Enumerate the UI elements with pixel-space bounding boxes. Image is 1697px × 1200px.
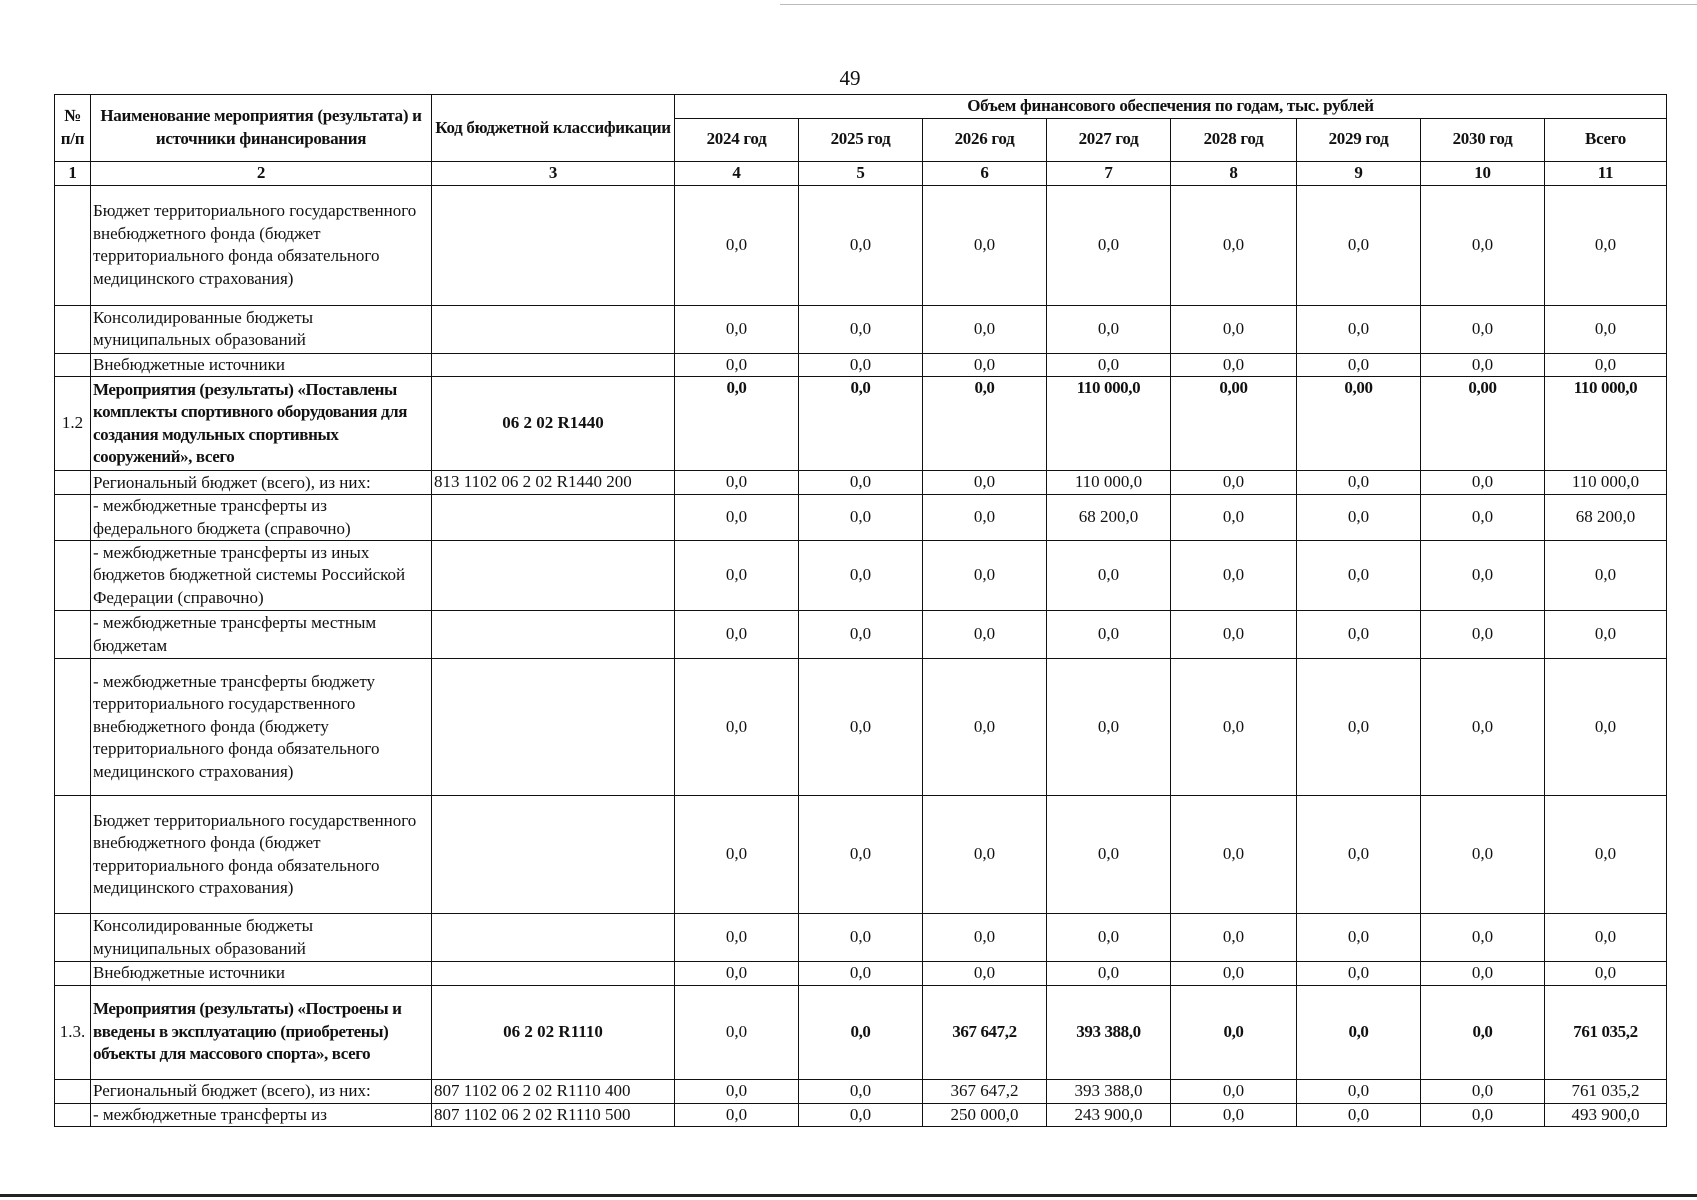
year-value: 110 000,0 [1047, 471, 1171, 495]
year-value: 0,0 [799, 541, 923, 611]
year-value: 0,0 [1421, 495, 1545, 541]
year-value: 0,0 [1171, 796, 1297, 914]
year-value: 0,0 [1171, 541, 1297, 611]
total-value: 761 035,2 [1545, 1079, 1667, 1103]
table-row [55, 305, 1667, 353]
year-value: 0,0 [799, 1079, 923, 1103]
year-value: 0,00 [1421, 377, 1545, 471]
year-value: 0,0 [1171, 659, 1297, 796]
header-year: 2028 год [1171, 118, 1297, 161]
row-index [55, 185, 91, 305]
budget-code [432, 796, 675, 914]
year-value: 0,0 [799, 962, 923, 986]
row-index [55, 611, 91, 659]
budget-code: 807 1102 06 2 02 R1110 500 [432, 1103, 675, 1127]
year-value: 0,0 [1421, 962, 1545, 986]
year-value: 393 388,0 [1047, 985, 1171, 1079]
page-number: 49 [839, 66, 861, 90]
year-value: 0,0 [1171, 914, 1297, 962]
total-value: 0,0 [1545, 305, 1667, 353]
header-year: 2027 год [1047, 118, 1171, 161]
total-value: 0,0 [1545, 796, 1667, 914]
row-name: Региональный бюджет (всего), из них: [91, 1079, 432, 1103]
column-number: 1 [55, 161, 91, 185]
year-value: 250 000,0 [923, 1103, 1047, 1127]
header-year: 2025 год [799, 118, 923, 161]
year-value: 0,0 [799, 611, 923, 659]
table-row [55, 914, 1667, 962]
year-value: 367 647,2 [923, 1079, 1047, 1103]
budget-code [432, 962, 675, 986]
year-value: 0,0 [1421, 611, 1545, 659]
column-number: 8 [1171, 161, 1297, 185]
year-value: 0,0 [1297, 471, 1421, 495]
table-row [55, 1079, 1667, 1103]
year-value: 0,0 [1421, 353, 1545, 377]
year-value: 0,0 [675, 541, 799, 611]
year-value: 0,0 [1171, 305, 1297, 353]
scan-bottom-edge-line [0, 1194, 1697, 1197]
row-index [55, 353, 91, 377]
budget-code [432, 659, 675, 796]
table-row [55, 495, 1667, 541]
row-index [55, 471, 91, 495]
year-value: 0,0 [1421, 985, 1545, 1079]
budget-code [432, 185, 675, 305]
year-value: 0,0 [923, 495, 1047, 541]
year-value: 0,0 [1047, 611, 1171, 659]
year-value: 0,0 [1171, 185, 1297, 305]
column-number: 11 [1545, 161, 1667, 185]
year-value: 0,0 [799, 659, 923, 796]
year-value: 0,0 [923, 541, 1047, 611]
year-value: 0,0 [1171, 611, 1297, 659]
year-value: 0,0 [1421, 796, 1545, 914]
year-value: 0,0 [799, 185, 923, 305]
year-value: 0,0 [799, 796, 923, 914]
year-value: 0,0 [1171, 985, 1297, 1079]
year-value: 0,0 [1047, 185, 1171, 305]
row-name: Консолидированные бюджеты муниципальных образований [91, 914, 432, 962]
year-value: 0,0 [1171, 353, 1297, 377]
table-row [55, 1103, 1667, 1127]
header-year: 2029 год [1297, 118, 1421, 161]
year-value: 0,0 [923, 914, 1047, 962]
row-name: Внебюджетные источники [91, 353, 432, 377]
budget-code [432, 611, 675, 659]
row-name: - межбюджетные трансферты из иных бюджетов бюджетной системы Российской Федерации (справочно) [91, 541, 432, 611]
total-value: 68 200,0 [1545, 495, 1667, 541]
year-value: 0,0 [1297, 305, 1421, 353]
year-value: 68 200,0 [1047, 495, 1171, 541]
total-value: 0,0 [1545, 659, 1667, 796]
year-value: 0,0 [1421, 185, 1545, 305]
row-name: Внебюджетные источники [91, 962, 432, 986]
year-value: 0,0 [675, 353, 799, 377]
header-code: Код бюджетной классификации [432, 95, 675, 162]
row-name: - межбюджетные трансферты из федерального бюджета (справочно) [91, 495, 432, 541]
table-row [55, 985, 1667, 1079]
year-value: 0,0 [923, 471, 1047, 495]
row-name: - межбюджетные трансферты местным бюджетам [91, 611, 432, 659]
year-value: 0,0 [1297, 495, 1421, 541]
budget-code: 813 1102 06 2 02 R1440 200 [432, 471, 675, 495]
year-value: 0,0 [1047, 796, 1171, 914]
column-number: 3 [432, 161, 675, 185]
year-value: 0,0 [675, 1079, 799, 1103]
row-name: Бюджет территориального государственного внебюджетного фонда (бюджет территориального фонда обязательного медицинского страхования) [91, 185, 432, 305]
year-value: 0,0 [1421, 659, 1545, 796]
total-value: 110 000,0 [1545, 471, 1667, 495]
year-value: 243 900,0 [1047, 1103, 1171, 1127]
year-value: 0,0 [1297, 185, 1421, 305]
year-value: 0,0 [675, 611, 799, 659]
budget-code [432, 541, 675, 611]
total-value: 493 900,0 [1545, 1103, 1667, 1127]
year-value: 0,0 [799, 471, 923, 495]
year-value: 0,0 [1297, 962, 1421, 986]
year-value: 0,0 [675, 962, 799, 986]
year-value: 393 388,0 [1047, 1079, 1171, 1103]
header-volume: Объем финансового обеспечения по годам, тыс. рублей [675, 95, 1667, 119]
year-value: 0,0 [1297, 353, 1421, 377]
year-value: 0,0 [1047, 659, 1171, 796]
year-value: 0,0 [799, 495, 923, 541]
year-value: 0,0 [1421, 1103, 1545, 1127]
header-year: 2026 год [923, 118, 1047, 161]
column-number: 4 [675, 161, 799, 185]
column-number: 10 [1421, 161, 1545, 185]
table-row [55, 471, 1667, 495]
row-index [55, 1103, 91, 1127]
year-value: 0,00 [1171, 377, 1297, 471]
table-row [55, 962, 1667, 986]
year-value: 0,0 [1297, 796, 1421, 914]
table-row [55, 353, 1667, 377]
year-value: 0,0 [675, 1103, 799, 1127]
year-value: 0,0 [923, 185, 1047, 305]
year-value: 0,0 [923, 611, 1047, 659]
column-number: 7 [1047, 161, 1171, 185]
year-value: 0,0 [1171, 1103, 1297, 1127]
financing-table [54, 94, 1667, 1127]
year-value: 0,0 [799, 353, 923, 377]
row-name: Мероприятия (результаты) «Построены и введены в эксплуатацию (приобретены) объекты для массового спорта», всего [91, 985, 432, 1079]
year-value: 0,0 [1421, 305, 1545, 353]
year-value: 0,0 [799, 1103, 923, 1127]
table-row [55, 541, 1667, 611]
year-value: 0,0 [1297, 541, 1421, 611]
header-year: 2024 год [675, 118, 799, 161]
row-name: - межбюджетные трансферты из [91, 1103, 432, 1127]
row-index: 1.3. [55, 985, 91, 1079]
table-row [55, 185, 1667, 305]
year-value: 0,0 [675, 985, 799, 1079]
row-name: Консолидированные бюджеты муниципальных образований [91, 305, 432, 353]
year-value: 0,0 [1171, 962, 1297, 986]
header-total: Всего [1545, 118, 1667, 161]
year-value: 0,0 [1421, 914, 1545, 962]
year-value: 367 647,2 [923, 985, 1047, 1079]
row-name: - межбюджетные трансферты бюджету территориального государственного внебюджетного фонда (бюджету территориального фонда обязательного медицинского страхования) [91, 659, 432, 796]
year-value: 0,0 [799, 985, 923, 1079]
year-value: 0,0 [675, 796, 799, 914]
row-index [55, 659, 91, 796]
header-num: № п/п [55, 95, 91, 162]
year-value: 0,0 [923, 796, 1047, 914]
year-value: 0,0 [1421, 1079, 1545, 1103]
year-value: 0,0 [675, 305, 799, 353]
year-value: 0,0 [1047, 914, 1171, 962]
budget-code [432, 914, 675, 962]
total-value: 110 000,0 [1545, 377, 1667, 471]
year-value: 0,0 [923, 962, 1047, 986]
year-value: 0,0 [799, 377, 923, 471]
year-value: 0,0 [1171, 495, 1297, 541]
total-value: 0,0 [1545, 611, 1667, 659]
budget-code: 807 1102 06 2 02 R1110 400 [432, 1079, 675, 1103]
year-value: 0,0 [675, 377, 799, 471]
column-number: 2 [91, 161, 432, 185]
total-value: 0,0 [1545, 353, 1667, 377]
scan-top-edge-line [780, 4, 1697, 5]
table-row [55, 377, 1667, 471]
year-value: 0,0 [675, 914, 799, 962]
total-value: 761 035,2 [1545, 985, 1667, 1079]
row-index [55, 305, 91, 353]
row-index [55, 495, 91, 541]
year-value: 0,0 [923, 353, 1047, 377]
year-value: 0,0 [799, 305, 923, 353]
year-value: 0,0 [1297, 659, 1421, 796]
header-year: 2030 год [1421, 118, 1545, 161]
row-index [55, 541, 91, 611]
column-number: 6 [923, 161, 1047, 185]
year-value: 0,0 [1297, 914, 1421, 962]
year-value: 0,00 [1297, 377, 1421, 471]
year-value: 0,0 [675, 471, 799, 495]
year-value: 0,0 [923, 377, 1047, 471]
budget-code [432, 495, 675, 541]
row-name: Бюджет территориального государственного внебюджетного фонда (бюджет территориального фонда обязательного медицинского страхования) [91, 796, 432, 914]
year-value: 0,0 [1047, 305, 1171, 353]
year-value: 0,0 [1047, 962, 1171, 986]
total-value: 0,0 [1545, 541, 1667, 611]
year-value: 0,0 [675, 495, 799, 541]
row-index [55, 962, 91, 986]
column-number: 5 [799, 161, 923, 185]
year-value: 0,0 [1297, 1079, 1421, 1103]
column-number: 9 [1297, 161, 1421, 185]
budget-code [432, 353, 675, 377]
table-row [55, 611, 1667, 659]
year-value: 0,0 [1171, 1079, 1297, 1103]
row-index [55, 796, 91, 914]
year-value: 0,0 [1297, 985, 1421, 1079]
budget-code: 06 2 02 R1110 [432, 985, 675, 1079]
year-value: 0,0 [923, 305, 1047, 353]
year-value: 0,0 [799, 914, 923, 962]
table-row [55, 659, 1667, 796]
year-value: 0,0 [923, 659, 1047, 796]
budget-code: 06 2 02 R1440 [432, 377, 675, 471]
row-index [55, 914, 91, 962]
row-name: Мероприятия (результаты) «Поставлены комплекты спортивного оборудования для создания модульных спортивных сооружений», всего [91, 377, 432, 471]
table-row [55, 796, 1667, 914]
header-name: Наименование мероприятия (результата) и источники финансирования [91, 95, 432, 162]
budget-code [432, 305, 675, 353]
year-value: 0,0 [675, 659, 799, 796]
row-index [55, 1079, 91, 1103]
year-value: 0,0 [1421, 471, 1545, 495]
total-value: 0,0 [1545, 185, 1667, 305]
column-number-row [55, 161, 1667, 185]
year-value: 0,0 [1421, 541, 1545, 611]
year-value: 0,0 [1171, 471, 1297, 495]
year-value: 0,0 [675, 185, 799, 305]
total-value: 0,0 [1545, 962, 1667, 986]
row-name: Региональный бюджет (всего), из них: [91, 471, 432, 495]
total-value: 0,0 [1545, 914, 1667, 962]
year-value: 0,0 [1047, 541, 1171, 611]
row-index: 1.2 [55, 377, 91, 471]
year-value: 0,0 [1047, 353, 1171, 377]
year-value: 0,0 [1297, 1103, 1421, 1127]
year-value: 0,0 [1297, 611, 1421, 659]
year-value: 110 000,0 [1047, 377, 1171, 471]
